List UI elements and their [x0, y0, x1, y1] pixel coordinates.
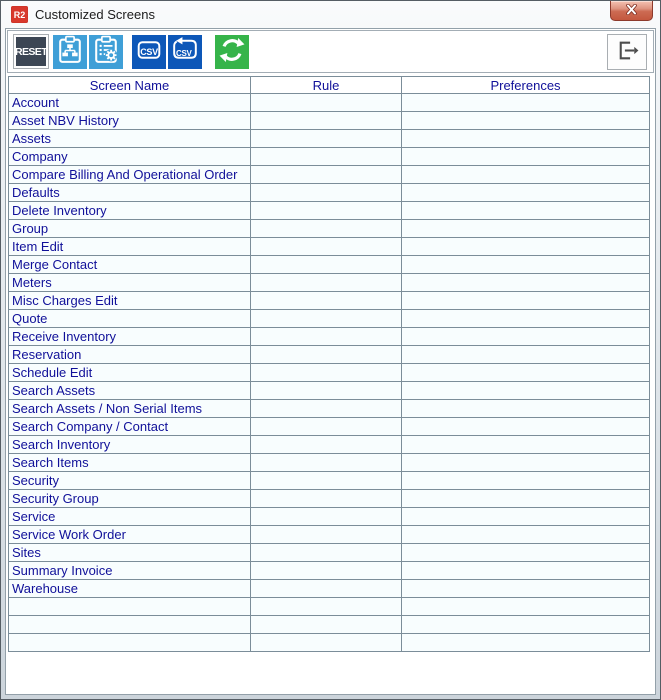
table-row[interactable] [9, 400, 650, 418]
cell-screen-name[interactable] [9, 616, 251, 634]
table-row[interactable] [9, 454, 650, 472]
cell-rule[interactable] [251, 220, 402, 238]
table-row[interactable] [9, 562, 650, 580]
cell-screen-name[interactable]: Defaults [9, 184, 251, 202]
table-row[interactable] [9, 598, 650, 616]
cell-rule[interactable] [251, 562, 402, 580]
cell-preferences[interactable] [402, 526, 650, 544]
cell-preferences[interactable] [402, 544, 650, 562]
cell-rule[interactable] [251, 94, 402, 112]
cell-preferences[interactable] [402, 220, 650, 238]
cell-preferences[interactable] [402, 166, 650, 184]
cell-preferences[interactable] [402, 130, 650, 148]
cell-preferences[interactable] [402, 454, 650, 472]
cell-preferences[interactable] [402, 382, 650, 400]
cell-screen-name[interactable]: Asset NBV History [9, 112, 251, 130]
cell-preferences[interactable] [402, 490, 650, 508]
cell-preferences[interactable] [402, 580, 650, 598]
column-header-screen-name[interactable]: Screen Name [9, 77, 251, 94]
cell-rule[interactable] [251, 184, 402, 202]
cell-rule[interactable] [251, 418, 402, 436]
cell-screen-name[interactable]: Search Assets / Non Serial Items [9, 400, 251, 418]
cell-preferences[interactable] [402, 616, 650, 634]
cell-rule[interactable] [251, 616, 402, 634]
clipboard-gear-icon [89, 33, 123, 70]
table-row[interactable] [9, 310, 650, 328]
cell-preferences[interactable] [402, 238, 650, 256]
cell-rule[interactable] [251, 580, 402, 598]
cell-screen-name[interactable]: Meters [9, 274, 251, 292]
cell-preferences[interactable] [402, 346, 650, 364]
cell-screen-name[interactable]: Sites [9, 544, 251, 562]
cell-rule[interactable] [251, 526, 402, 544]
dialog-content [5, 28, 656, 695]
table-row[interactable] [9, 184, 650, 202]
table-row[interactable] [9, 130, 650, 148]
table-row[interactable] [9, 292, 650, 310]
table-row[interactable] [9, 526, 650, 544]
column-header-rule[interactable]: Rule [251, 77, 402, 94]
cell-preferences[interactable] [402, 256, 650, 274]
cell-screen-name[interactable]: Service Work Order [9, 526, 251, 544]
cell-preferences[interactable] [402, 274, 650, 292]
cell-rule[interactable] [251, 328, 402, 346]
app-icon: R2 [11, 6, 28, 23]
cell-preferences[interactable] [402, 400, 650, 418]
cell-screen-name[interactable]: Misc Charges Edit [9, 292, 251, 310]
cell-preferences[interactable] [402, 508, 650, 526]
cell-screen-name[interactable]: Group [9, 220, 251, 238]
clipboard-hierarchy-icon [53, 33, 87, 70]
cell-screen-name[interactable]: Assets [9, 130, 251, 148]
cell-rule[interactable] [251, 130, 402, 148]
cell-preferences[interactable] [402, 436, 650, 454]
cell-preferences[interactable] [402, 112, 650, 130]
table-row[interactable] [9, 148, 650, 166]
cell-rule[interactable] [251, 472, 402, 490]
cell-screen-name[interactable]: Delete Inventory [9, 202, 251, 220]
cell-preferences[interactable] [402, 94, 650, 112]
cell-screen-name[interactable] [9, 634, 251, 652]
table-row[interactable] [9, 220, 650, 238]
cell-rule[interactable] [251, 508, 402, 526]
cell-screen-name[interactable]: Search Inventory [9, 436, 251, 454]
toolbar [7, 30, 654, 73]
refresh-icon [215, 33, 249, 70]
header-row [9, 77, 650, 94]
cell-screen-name[interactable]: Company [9, 148, 251, 166]
table-row[interactable] [9, 274, 650, 292]
exit-icon [615, 38, 640, 66]
table-row[interactable] [9, 472, 650, 490]
cell-rule[interactable] [251, 166, 402, 184]
cell-screen-name[interactable]: Schedule Edit [9, 364, 251, 382]
table-row[interactable] [9, 382, 650, 400]
cell-rule[interactable] [251, 400, 402, 418]
cell-screen-name[interactable]: Account [9, 94, 251, 112]
preferences-config-button[interactable] [89, 35, 123, 69]
cell-rule[interactable] [251, 490, 402, 508]
table-row[interactable] [9, 508, 650, 526]
table-row[interactable] [9, 364, 650, 382]
titlebar[interactable] [5, 1, 656, 28]
table-row[interactable] [9, 328, 650, 346]
import-csv-button[interactable] [168, 35, 202, 69]
cell-rule[interactable] [251, 436, 402, 454]
cell-rule[interactable] [251, 454, 402, 472]
table-row[interactable] [9, 418, 650, 436]
cell-rule[interactable] [251, 598, 402, 616]
cell-screen-name[interactable]: Summary Invoice [9, 562, 251, 580]
export-csv-label: CSV [140, 46, 158, 57]
window-title: Customized Screens [35, 7, 155, 22]
cell-preferences[interactable] [402, 472, 650, 490]
cell-screen-name[interactable]: Quote [9, 310, 251, 328]
cell-screen-name[interactable]: Security Group [9, 490, 251, 508]
cell-rule[interactable] [251, 238, 402, 256]
cell-rule[interactable] [251, 148, 402, 166]
cell-preferences[interactable] [402, 598, 650, 616]
table-row[interactable] [9, 634, 650, 652]
rule-config-button[interactable] [53, 35, 87, 69]
cell-screen-name[interactable] [9, 598, 251, 616]
cell-preferences[interactable] [402, 148, 650, 166]
cell-rule[interactable] [251, 112, 402, 130]
table-row[interactable] [9, 616, 650, 634]
cell-screen-name[interactable]: Reservation [9, 346, 251, 364]
table-row[interactable] [9, 544, 650, 562]
table-row[interactable] [9, 436, 650, 454]
cell-rule[interactable] [251, 544, 402, 562]
table-row[interactable] [9, 202, 650, 220]
table-row[interactable] [9, 166, 650, 184]
screens-table-body [9, 94, 650, 652]
cell-preferences[interactable] [402, 328, 650, 346]
screens-grid [8, 76, 655, 652]
export-csv-button[interactable] [132, 35, 166, 69]
cell-screen-name[interactable]: Item Edit [9, 238, 251, 256]
cell-preferences[interactable] [402, 292, 650, 310]
table-row[interactable] [9, 94, 650, 112]
cell-preferences[interactable] [402, 418, 650, 436]
cell-screen-name[interactable]: Search Assets [9, 382, 251, 400]
close-icon [625, 3, 638, 18]
table-row[interactable] [9, 238, 650, 256]
table-row[interactable] [9, 490, 650, 508]
cell-screen-name[interactable]: Search Company / Contact [9, 418, 251, 436]
cell-rule[interactable] [251, 310, 402, 328]
table-row[interactable] [9, 112, 650, 130]
exit-button[interactable] [607, 34, 647, 70]
reset-button[interactable] [13, 34, 49, 69]
cell-rule[interactable] [251, 382, 402, 400]
cell-screen-name[interactable]: Service [9, 508, 251, 526]
cell-preferences[interactable] [402, 562, 650, 580]
cell-screen-name[interactable]: Search Items [9, 454, 251, 472]
cell-screen-name[interactable]: Warehouse [9, 580, 251, 598]
cell-screen-name[interactable]: Merge Contact [9, 256, 251, 274]
cell-screen-name[interactable]: Compare Billing And Operational Order [9, 166, 251, 184]
table-row[interactable] [9, 580, 650, 598]
cell-rule[interactable] [251, 634, 402, 652]
cell-preferences[interactable] [402, 202, 650, 220]
cell-rule[interactable] [251, 202, 402, 220]
cell-preferences[interactable] [402, 184, 650, 202]
cell-rule[interactable] [251, 346, 402, 364]
column-header-preferences[interactable]: Preferences [402, 77, 650, 94]
cell-preferences[interactable] [402, 634, 650, 652]
table-row[interactable] [9, 346, 650, 364]
cell-rule[interactable] [251, 274, 402, 292]
cell-preferences[interactable] [402, 310, 650, 328]
cell-rule[interactable] [251, 292, 402, 310]
close-button[interactable] [610, 1, 653, 21]
cell-screen-name[interactable]: Receive Inventory [9, 328, 251, 346]
refresh-button[interactable] [215, 35, 249, 69]
cell-rule[interactable] [251, 364, 402, 382]
cell-preferences[interactable] [402, 364, 650, 382]
table-row[interactable] [9, 256, 650, 274]
import-csv-label: CSV [176, 48, 192, 58]
cell-screen-name[interactable]: Security [9, 472, 251, 490]
reset-button-label: RESET [16, 37, 46, 66]
cell-rule[interactable] [251, 256, 402, 274]
